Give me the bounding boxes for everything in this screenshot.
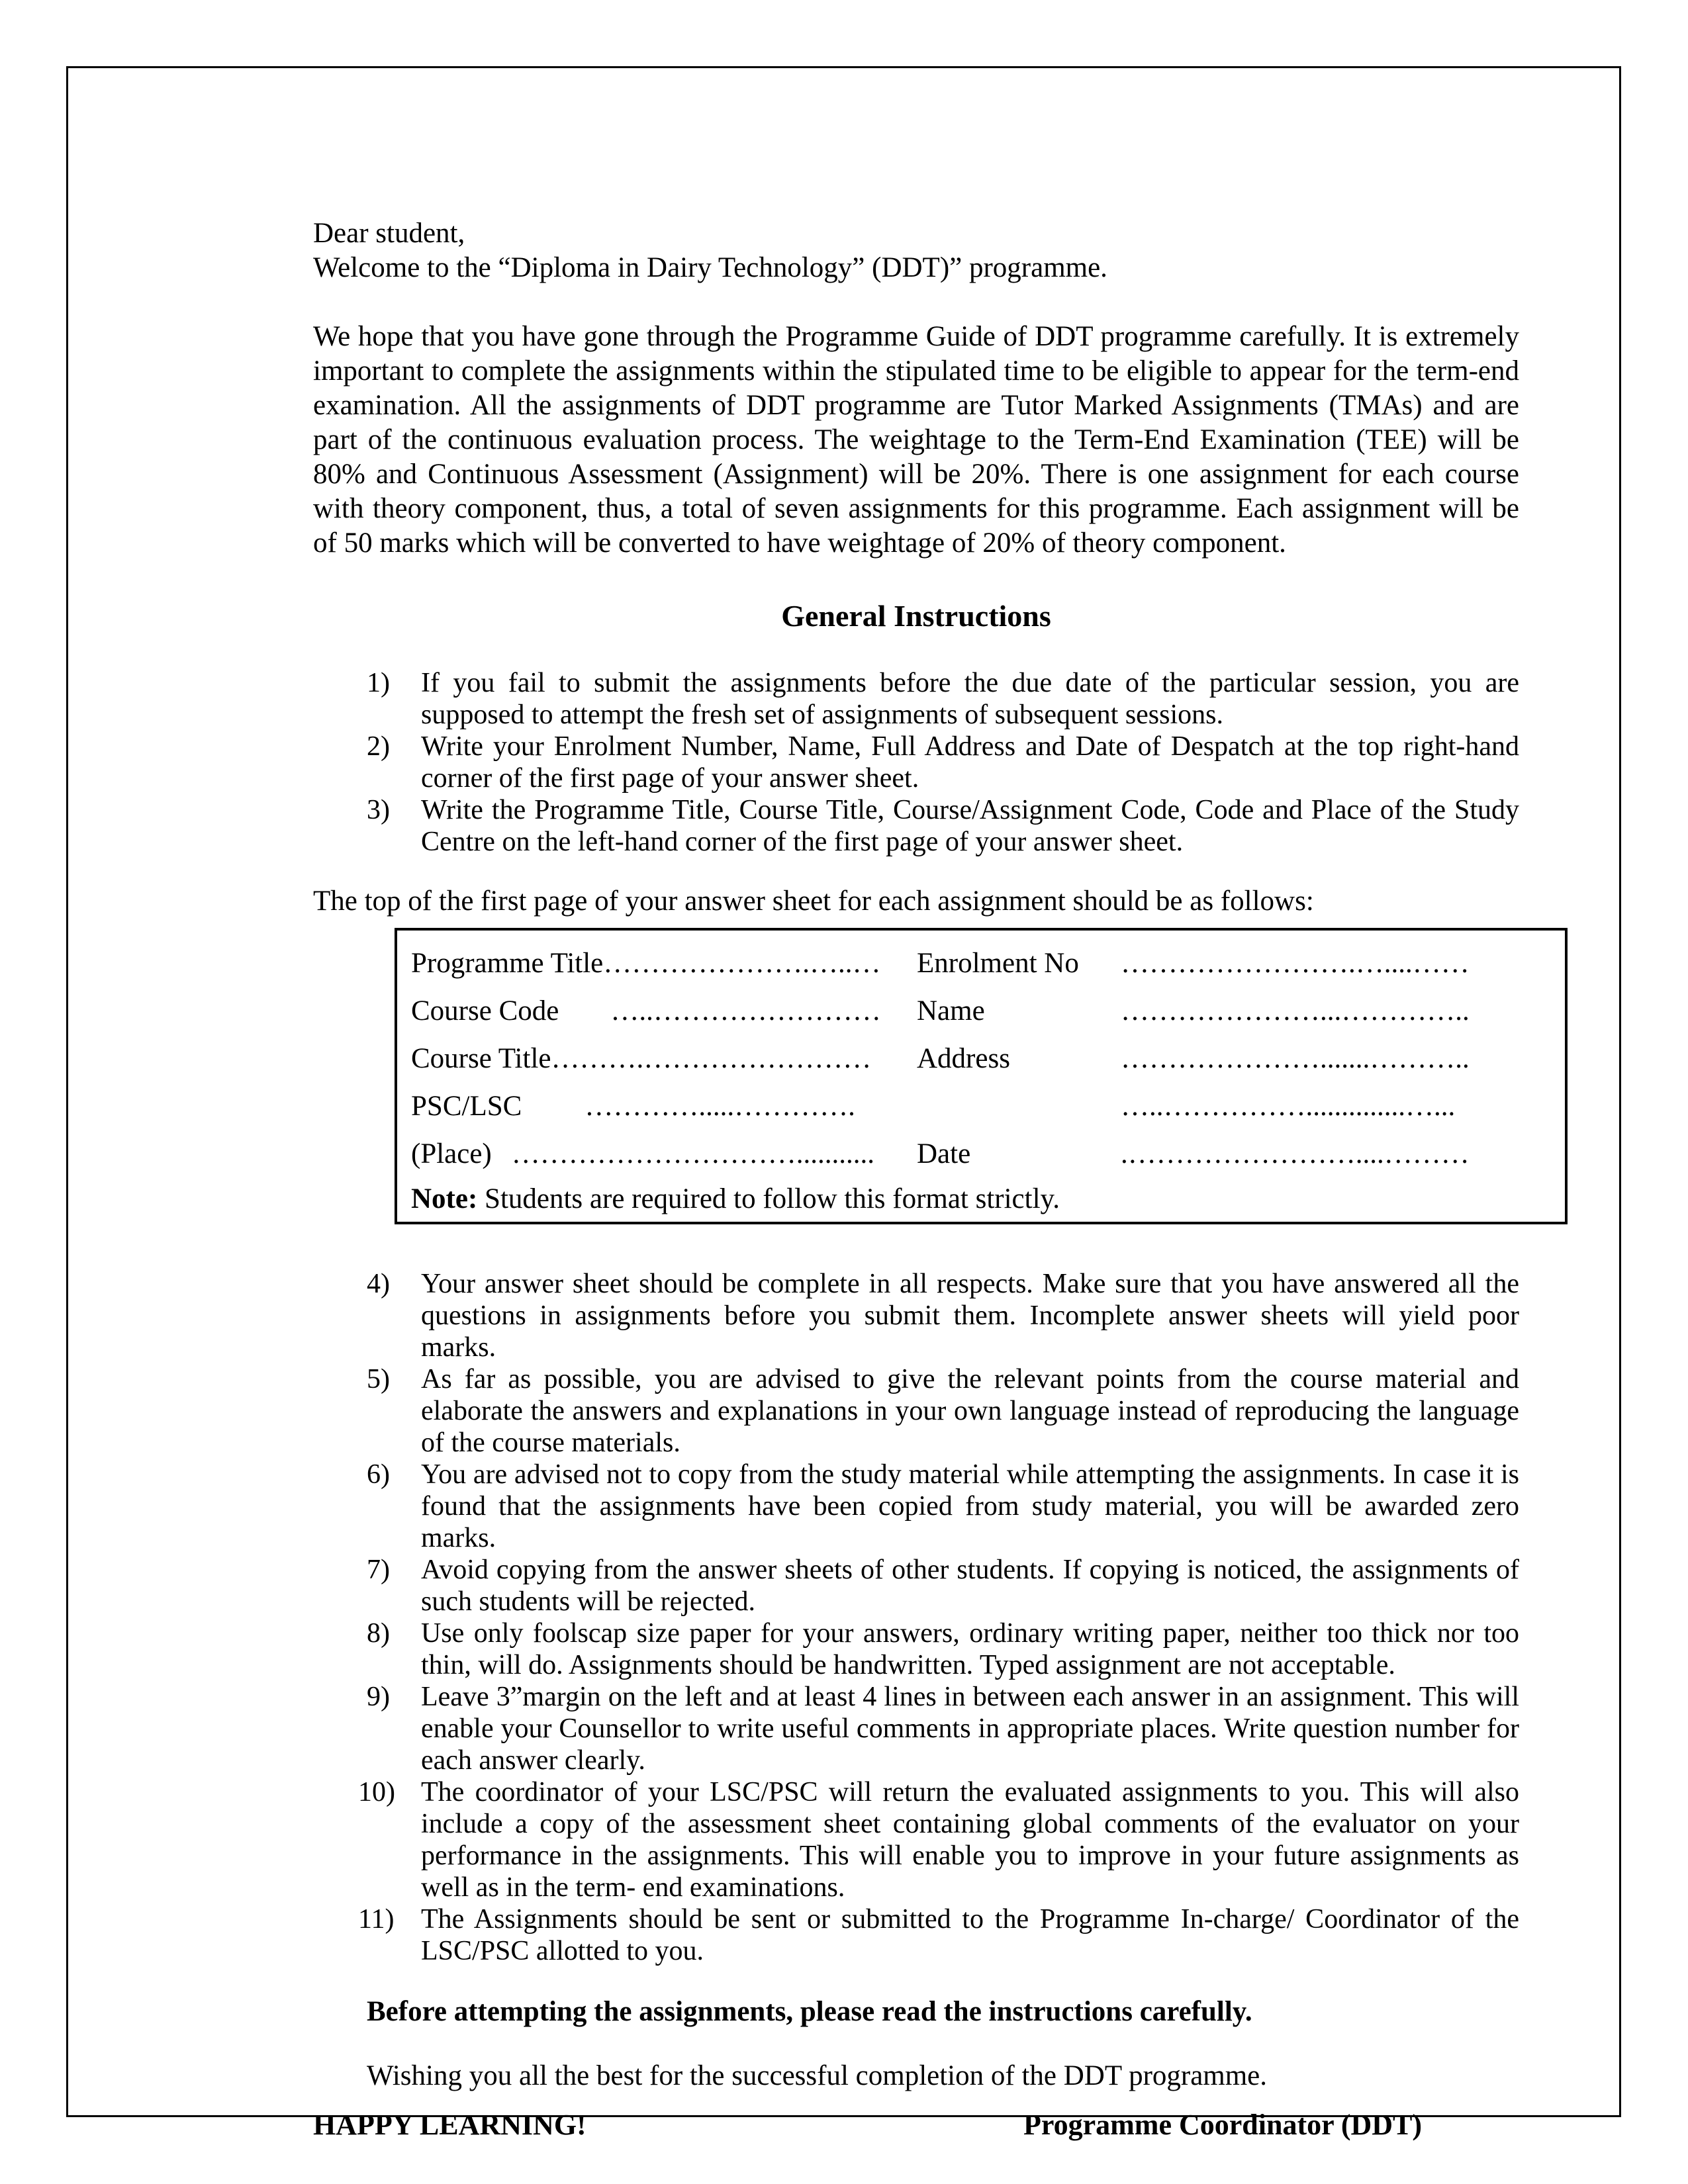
format-row-programme-title <box>411 940 1552 987</box>
instruction-item-6 <box>313 1459 1519 1554</box>
field-label: Address <box>917 1043 1010 1074</box>
field-label: Enrolment No <box>917 948 1079 979</box>
instruction-item-2 <box>313 731 1519 794</box>
dotted-line: ………………….......……….. <box>1121 1043 1470 1074</box>
format-row-place <box>411 1130 1552 1178</box>
greeting-line2: Welcome to the “Diploma in Dairy Technology” (DDT)” programme. <box>313 252 1107 283</box>
item-number: 5) <box>367 1364 390 1394</box>
item-text: Avoid copying from the answer sheets of other students. If copying is noticed, the assignments of such students will be rejected. <box>421 1555 1519 1617</box>
field-label: (Place) <box>411 1138 492 1169</box>
field-label: PSC/LSC <box>411 1091 522 1122</box>
intro-paragraph: We hope that you have gone through the Programme Guide of DDT programme carefully. It is extremely important to complete the assignments within the stipulated time to be eligible to appear for the term-end examination. All the assignments of DDT programme are Tutor Marked Assignments (TMAs) and are part of the continuous evaluation process. The weightage to the Term-End Examination (TEE) will be 80% and Continuous Assessment (Assignment) will be 20%. There is one assignment for each course with theory component, thus, a total of seven assignments for this programme. Each assignment will be of 50 marks which will be converted to have weightage of 20% of theory component. <box>313 321 1519 559</box>
format-row-course-code <box>411 987 1552 1035</box>
note-label: Note: <box>411 1183 478 1214</box>
dotted-line: …………………………........... <box>511 1138 875 1169</box>
dotted-line: ………….....…………. <box>585 1091 855 1122</box>
instruction-item-1 <box>313 667 1519 731</box>
field-label: Programme Title <box>411 948 604 979</box>
format-row-course-title <box>411 1035 1552 1083</box>
instruction-item-7 <box>313 1554 1519 1617</box>
instruction-item-4 <box>313 1268 1519 1363</box>
item-number: 2) <box>367 731 390 762</box>
section-title: General Instructions <box>781 599 1051 633</box>
item-number: 10) <box>358 1777 395 1807</box>
item-text: Use only foolscap size paper for your answers, ordinary writing paper, neither too thick nor too thin, will do. Assignments should be handwritten. Typed assignment are not acceptable. <box>421 1618 1519 1680</box>
format-row-psc-lsc <box>411 1083 1552 1130</box>
item-number: 9) <box>367 1682 390 1712</box>
dotted-line: …..……………..............…... <box>1121 1091 1456 1122</box>
field-label: Course Code <box>411 995 559 1026</box>
page-content <box>313 216 1519 2142</box>
item-text: Leave 3”margin on the left and at least 4 lines in between each answer in an assignment. This will enable your Counsellor to write useful comments in appropriate places. Write question number for each answer clearly. <box>421 1682 1519 1776</box>
instructions-list-1 <box>313 667 1519 858</box>
field-label: Course Title <box>411 1043 551 1074</box>
dotted-line: ……….…………………… <box>551 1043 872 1074</box>
instruction-item-9 <box>313 1681 1519 1776</box>
closing-line: Wishing you all the best for the successful completion of the DDT programme. <box>367 2060 1268 2091</box>
greeting <box>313 216 1519 285</box>
item-text: Your answer sheet should be complete in all respects. Make sure that you have answered all the questions in assignments before you submit them. Incomplete answer sheets will yield poor marks. <box>421 1269 1519 1363</box>
footer <box>313 2108 1519 2142</box>
item-text: The Assignments should be sent or submitted to the Programme In-charge/ Coordinator of the LSC/PSC allotted to you. <box>421 1904 1519 1966</box>
item-number: 4) <box>367 1269 390 1299</box>
format-box-intro: The top of the first page of your answer sheet for each assignment should be as follows: <box>313 886 1314 917</box>
item-number: 7) <box>367 1555 390 1585</box>
field-label: Date <box>917 1138 971 1169</box>
item-number: 6) <box>367 1459 390 1490</box>
bold-notice: Before attempting the assignments, please read the instructions carefully. <box>367 1996 1252 2027</box>
note-text: Students are required to follow this format strictly. <box>477 1183 1060 1214</box>
answer-sheet-format-box <box>395 928 1568 1224</box>
format-box-note <box>411 1182 1552 1216</box>
instruction-item-10 <box>313 1776 1519 1903</box>
item-text: Write the Programme Title, Course Title, Course/Assignment Code, Code and Place of the Study Centre on the left-hand corner of the first page of your answer sheet. <box>421 795 1519 857</box>
dotted-line: ………………….…..… <box>603 948 881 979</box>
item-number: 8) <box>367 1618 390 1649</box>
instruction-item-3 <box>313 794 1519 858</box>
dotted-line: .……………………....……… <box>1121 1138 1470 1169</box>
instruction-item-11 <box>313 1903 1519 1967</box>
dotted-line: …………………...………….. <box>1121 995 1470 1026</box>
dotted-line: …..…………………… <box>610 995 881 1026</box>
item-text: As far as possible, you are advised to give the relevant points from the course material and elaborate the answers and explanations in your own language instead of reproducing the language of the course materials. <box>421 1364 1519 1458</box>
item-number: 3) <box>367 795 390 825</box>
dotted-line: …………………….…....…… <box>1121 948 1470 979</box>
instructions-list-2 <box>313 1268 1519 1967</box>
item-text: Write your Enrolment Number, Name, Full Address and Date of Despatch at the top right-hand corner of the first page of your answer sheet. <box>421 731 1519 794</box>
item-number: 1) <box>367 668 390 698</box>
footer-right: Programme Coordinator (DDT) <box>1023 2109 1423 2141</box>
item-text: You are advised not to copy from the study material while attempting the assignments. In case it is found that the assignments have been copied from study material, you will be awarded zero marks. <box>421 1459 1519 1553</box>
item-number: 11) <box>358 1904 395 1934</box>
page-border <box>66 66 1621 2141</box>
instruction-item-8 <box>313 1617 1519 1681</box>
field-label: Name <box>917 995 985 1026</box>
instruction-item-5 <box>313 1363 1519 1459</box>
footer-left: HAPPY LEARNING! <box>313 2109 586 2141</box>
item-text: If you fail to submit the assignments before the due date of the particular session, you are supposed to attempt the fresh set of assignments of subsequent sessions. <box>421 668 1519 730</box>
greeting-line1: Dear student, <box>313 218 465 249</box>
item-text: The coordinator of your LSC/PSC will return the evaluated assignments to you. This will also include a copy of the assessment sheet containing global comments of the evaluator on your performance in the assignments. This will enable you to improve in your future assignments as well as in the term- end examinations. <box>421 1777 1519 1903</box>
